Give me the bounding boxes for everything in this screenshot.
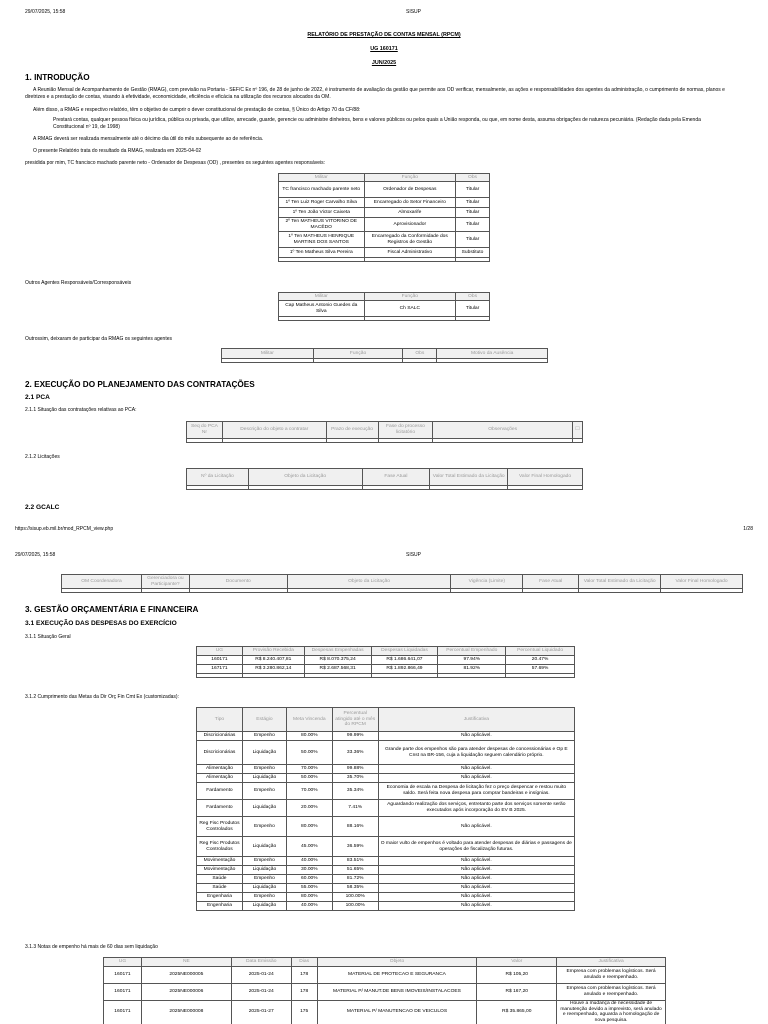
cell: Fardamento <box>197 800 243 817</box>
licitacoes-label: 2.1.2 Licitações <box>25 454 60 460</box>
cell: Saúde <box>197 884 243 893</box>
metas-table <box>196 707 575 911</box>
cell: Aprovisionador <box>364 218 456 232</box>
cell: Discricionárias <box>197 732 243 741</box>
absent-agents-table <box>221 348 548 363</box>
cell: Empenho <box>242 857 286 866</box>
cell: 35.34% <box>332 783 378 800</box>
table-row <box>279 198 490 208</box>
cell: Não aplicável. <box>378 902 574 911</box>
table-row-empty <box>197 674 575 678</box>
cell: Não aplicável. <box>378 866 574 875</box>
cell: 100.00% <box>332 902 378 911</box>
cell: 178 <box>291 984 317 1001</box>
cell: Titular <box>456 232 490 248</box>
page-number: 1/28 <box>743 526 753 532</box>
table-row <box>197 741 575 765</box>
cell: 80.00% <box>286 732 332 741</box>
notas-col-justificativa: Justificativa <box>557 958 666 967</box>
cell: 57.69% <box>506 665 575 674</box>
metas-col-percentual: Percentual atingido até o mês do RPCM <box>332 708 378 732</box>
gcalc-heading: 2.2 GCALC <box>25 504 60 511</box>
agents-col-funcao: Função <box>364 174 456 182</box>
pca-select-all-checkbox[interactable]: ☐ <box>572 422 582 439</box>
table-row <box>197 765 575 774</box>
cell: 51.65% <box>332 866 378 875</box>
metas-label: 3.1.2 Cumprimento das Metas da Dir Orç Fin Cmt Ex (customizadas): <box>25 694 179 700</box>
cell: Economia de escala na Despesa de licitação fez o preço despencar e restou muito saldo. Será feita nova despesa para comprar bandeiras e insígnias. <box>378 783 574 800</box>
cell: 40.00% <box>286 857 332 866</box>
table-row-empty <box>62 589 743 593</box>
cell: Engenharia <box>197 902 243 911</box>
cell: 81.72% <box>332 875 378 884</box>
cell: Liquidação <box>242 837 286 857</box>
cell: Não aplicável. <box>378 774 574 783</box>
notas-col-dias: Dias <box>291 958 317 967</box>
cell: R$ 167,20 <box>477 984 557 1001</box>
intro-paragraph-4: A RMAG deverá ser realizada mensalmente até o décimo dia útil do mês subsequente ao de referência. <box>33 136 264 142</box>
table-row <box>197 866 575 875</box>
cell: 99.99% <box>332 732 378 741</box>
sg-col-provisao: Provisão Recebida <box>242 647 304 656</box>
cell: 2º Ten MATHEUS VITORINO DE MACÊDO <box>279 218 365 232</box>
cell: Grande parte dos empenhos são para atender despesas de concessionárias e Op E Cnst na BR-156, cuja a liquidação seguem calendário próprio. <box>378 741 574 765</box>
gcalc-col-documento: Documento <box>189 575 287 589</box>
cell: 58.35% <box>332 884 378 893</box>
pca-col-observacoes: Observações <box>433 422 573 439</box>
table-row <box>197 817 575 837</box>
cell: Não aplicável. <box>378 875 574 884</box>
table-row <box>197 732 575 741</box>
table-row <box>197 800 575 817</box>
pca-col-seq: Seq do PCA Nr <box>187 422 223 439</box>
execucao-despesas-heading: 3.1 EXECUÇÃO DAS DESPESAS DO EXERCÍCIO <box>25 620 177 627</box>
cell: Empenho <box>242 783 286 800</box>
cell: Empenho <box>242 817 286 837</box>
gcalc-col-gerenciadora: Gerenciadora ou Participante? <box>141 575 189 589</box>
table-row <box>197 893 575 902</box>
cell: R$ 1.686.641,07 <box>371 656 438 665</box>
absent-col-obs: Obs <box>403 349 437 359</box>
intro-quote: Prestará contas, qualquer pessoa física ou jurídica, pública ou privada, que utilize, arrecade, guarde, gerencie ou administre dinheiros, bens e valores públicos ou pelos quais a União responda, ou que, em nome desta, assuma obrigações de natureza pecuniária. (Redação dada pela Emenda Constitucional nº 19, de 1998) <box>53 117 701 130</box>
cell: Engenharia <box>197 893 243 902</box>
page-url[interactable]: https://sisup.eb.mil.br/mod_RPCM_view.php <box>15 526 114 532</box>
cell: Liquidação <box>242 902 286 911</box>
section-execucao-heading: 2. EXECUÇÃO DO PLANEJAMENTO DAS CONTRATAÇÕES <box>25 380 255 389</box>
cell: Substituto <box>456 248 490 258</box>
situacao-geral-label: 3.1.1 Situação Geral <box>25 634 71 640</box>
cell: 70.00% <box>286 765 332 774</box>
cell: Não aplicável. <box>378 765 574 774</box>
cell: Movimentação <box>197 866 243 875</box>
cell: 35.70% <box>332 774 378 783</box>
cell: Liquidação <box>242 884 286 893</box>
notas-col-objeto: Objeto <box>317 958 477 967</box>
table-row <box>197 857 575 866</box>
licitacoes-table <box>186 468 583 490</box>
cell: 2025NE000006 <box>141 984 231 1001</box>
cell: MATERIAL DE PROTECAO E SEGURANCA <box>317 967 477 984</box>
metas-col-meta: Meta Vincenda <box>286 708 332 732</box>
notas-label: 3.1.3 Notas de empenho há mais de 60 dias sem liquidação <box>25 944 158 950</box>
section-gestao-heading: 3. GESTÃO ORÇAMENTÁRIA E FINANCEIRA <box>25 605 199 614</box>
cell: 80.00% <box>286 817 332 837</box>
table-row <box>104 984 666 1001</box>
cell: Não aplicável. <box>378 893 574 902</box>
table-row <box>197 774 575 783</box>
cell: 99.88% <box>332 765 378 774</box>
cell: 100.00% <box>332 893 378 902</box>
cell: Liquidação <box>242 800 286 817</box>
table-row <box>197 902 575 911</box>
gcalc-col-vigencia: Vigência (Limite) <box>451 575 523 589</box>
cell: 60.00% <box>286 875 332 884</box>
metas-col-estagio: Estágio <box>242 708 286 732</box>
cell: Cap Matheus Antonio Guedes da Silva <box>279 301 365 317</box>
cell: 2025-01-27 <box>231 1001 291 1024</box>
absent-agents-label: Outrossim, deixaram de participar da RMAG os seguintes agentes <box>25 336 173 342</box>
gcalc-col-objeto: Objeto da Licitação <box>287 575 451 589</box>
cell: R$ 8.240.407,81 <box>242 656 304 665</box>
other-col-obs: Obs <box>456 293 490 301</box>
cell: 97.94% <box>438 656 506 665</box>
table-row-empty <box>187 486 583 490</box>
cell: Aguardando realização dos serviços, entretanto parte dos serviços somente serão executados após incorporação do EV B 2025. <box>378 800 574 817</box>
cell: Almoxarife <box>364 208 456 218</box>
sg-col-perc-empenhado: Percentual Empenhado <box>438 647 506 656</box>
pca-table <box>186 421 583 443</box>
cell: Titular <box>456 218 490 232</box>
cell: 1º Ten MATHEUS HENRIQUE MARTINS DOS SANTOS <box>279 232 365 248</box>
cell: 33.36% <box>332 741 378 765</box>
gcalc-table <box>61 574 743 593</box>
metas-col-justificativa: Justificativa <box>378 708 574 732</box>
cell: Discricionárias <box>197 741 243 765</box>
cell: TC francisco machado parente neto <box>279 182 365 198</box>
cell: 1º Ten Matheus Silva Pereira <box>279 248 365 258</box>
cell: Ordenador de Despesas <box>364 182 456 198</box>
cell: Liquidação <box>242 741 286 765</box>
cell: R$ 1.892.866,49 <box>371 665 438 674</box>
gcalc-col-valor-final: Valor Final Homologado <box>661 575 743 589</box>
table-row-empty <box>222 359 548 363</box>
table-row <box>197 783 575 800</box>
print-app-name: SISUP <box>406 552 422 558</box>
print-datetime: 29/07/2025, 15:58 <box>15 552 56 558</box>
cell: 160171 <box>197 656 243 665</box>
other-agents-label: Outros Agentes Responsáveis/Corresponsáveis <box>25 280 132 286</box>
cell: Saúde <box>197 875 243 884</box>
pca-label: 2.1.1 Situação das contratações relativas ao PCA: <box>25 407 137 413</box>
table-row <box>197 875 575 884</box>
cell: 50.00% <box>286 741 332 765</box>
table-row-empty <box>279 258 490 262</box>
cell: Reg Fisc Produtos Controlados <box>197 837 243 857</box>
cell: MATERIAL P/ MANUT.DE BENS IMOVEIS/INSTALACOES <box>317 984 477 1001</box>
table-row <box>197 656 575 665</box>
table-row <box>197 837 575 857</box>
notas-col-valor: Valor <box>477 958 557 967</box>
agents-col-militar: Militar <box>279 174 365 182</box>
cell: 81.92% <box>438 665 506 674</box>
cell: Titular <box>456 301 490 317</box>
report-title: RELATÓRIO DE PRESTAÇÃO DE CONTAS MENSAL (RPCM) <box>307 32 461 38</box>
other-col-funcao: Função <box>364 293 456 301</box>
print-app-name: SISUP <box>406 9 422 15</box>
notas-table <box>103 957 666 1024</box>
cell: R$ 35.865,00 <box>477 1001 557 1024</box>
cell: 2025NE000008 <box>141 1001 231 1024</box>
cell: Empresa com problemas logísticos. Será anulado e reempenhado. <box>557 967 666 984</box>
notas-col-data: Data Emissão <box>231 958 291 967</box>
cell: R$ 3.280.862,14 <box>242 665 304 674</box>
table-row <box>279 218 490 232</box>
notas-col-ug: UG <box>104 958 142 967</box>
section-introducao-heading: 1. INTRODUÇÃO <box>25 73 90 82</box>
situacao-geral-table <box>196 646 575 678</box>
cell: Liquidação <box>242 774 286 783</box>
intro-paragraph-5: O presente Relatório trata do resultado da RMAG, realizada em 2025-04-02 <box>33 148 202 154</box>
cell: Alimentação <box>197 765 243 774</box>
absent-col-motivo: Motivo da Ausência <box>437 349 548 359</box>
cell: 20.00% <box>286 800 332 817</box>
table-row <box>104 1001 666 1024</box>
cell: 2025-01-24 <box>231 967 291 984</box>
cell: 36.59% <box>332 837 378 857</box>
cell: Empenho <box>242 875 286 884</box>
table-row <box>197 665 575 674</box>
table-row-empty <box>187 439 583 443</box>
cell: 45.00% <box>286 837 332 857</box>
pca-col-prazo: Prazo de execução <box>326 422 378 439</box>
agents-col-obs: Obs <box>456 174 490 182</box>
table-row <box>279 232 490 248</box>
pca-col-descricao: Descrição do objeto a contratar <box>222 422 326 439</box>
gcalc-col-valor-estimado: Valor Total Estimado da Licitação <box>579 575 661 589</box>
table-row <box>279 248 490 258</box>
cell: 7.41% <box>332 800 378 817</box>
cell: 160171 <box>104 1001 142 1024</box>
cell: 80.00% <box>286 893 332 902</box>
cell: 160171 <box>104 967 142 984</box>
lic-col-numero: Nº da Licitação <box>187 469 249 486</box>
cell: Ch SALC <box>364 301 456 317</box>
cell: MATERIAL P/ MANUTENCAO DE VEICULOS <box>317 1001 477 1024</box>
cell: Fardamento <box>197 783 243 800</box>
cell: 2025-01-24 <box>231 984 291 1001</box>
table-row <box>279 301 490 317</box>
cell: Não aplicável. <box>378 732 574 741</box>
cell: Titular <box>456 198 490 208</box>
absent-col-militar: Militar <box>222 349 314 359</box>
cell: Movimentação <box>197 857 243 866</box>
sg-col-empenhadas: Despesas Empenhadas <box>304 647 371 656</box>
cell: R$ 2.687.568,31 <box>304 665 371 674</box>
cell: Encarregado do Setor Financeiro <box>364 198 456 208</box>
cell: Encarregado da Conformidade dos Registros de Gestão <box>364 232 456 248</box>
cell: Empresa com problemas logísticos. Será anulado e reempenhado. <box>557 984 666 1001</box>
cell: O maior vulto de empenhos é voltado para atender despesas de diárias e passagens de operações de fiscalização futuras. <box>378 837 574 857</box>
cell: Empenho <box>242 732 286 741</box>
table-row <box>104 967 666 984</box>
intro-paragraph-1: A Reunião Mensal de Acompanhamento de Gestão (RMAG), com previsão na Portaria - SEF/C Ex nº 196, de 28 de junho de 2022, é instrumento de avaliação da gestão que permite aos OD verificar, mensalmente, as ações e responsabilidades dos agentes da administração, o cumprimento de normas, planos e diretrizes e a prestação de contas, visando à efetividade, economicidade, eficiência e eficácia na utilização dos recursos alocados da OM. <box>25 87 725 100</box>
print-datetime: 29/07/2025, 15:58 <box>25 9 66 15</box>
gcalc-col-om: OM Coordenadora <box>62 575 142 589</box>
cell: 2025NE000005 <box>141 967 231 984</box>
cell: Reg Fisc Produtos Controlados <box>197 817 243 837</box>
absent-col-funcao: Função <box>313 349 403 359</box>
sg-col-perc-liquidado: Percentual Liquidado <box>506 647 575 656</box>
report-period: JUN/2025 <box>371 60 397 66</box>
cell: 83.51% <box>332 857 378 866</box>
cell: 167171 <box>197 665 243 674</box>
gcalc-col-fase: Fase Atual <box>523 575 579 589</box>
pca-heading: 2.1 PCA <box>25 394 50 401</box>
cell: Não aplicável. <box>378 884 574 893</box>
cell: 175 <box>291 1001 317 1024</box>
sg-col-ug: UG <box>197 647 243 656</box>
lic-col-objeto: Objeto da Licitação <box>248 469 362 486</box>
pca-col-fase: Fase do processo licitatório <box>378 422 433 439</box>
cell: Liquidação <box>242 866 286 875</box>
report-ug: UG 160171 <box>370 46 398 52</box>
cell: 40.00% <box>286 902 332 911</box>
intro-paragraph-2: Além disso, a RMAG e respectivo relatório, têm o objetivo de cumprir o dever constitucional de prestação de contas, § Único do Artigo 70 da CF/88: <box>33 107 361 113</box>
cell: Não aplicável. <box>378 817 574 837</box>
cell: Empenho <box>242 893 286 902</box>
cell: 178 <box>291 967 317 984</box>
cell: Alimentação <box>197 774 243 783</box>
cell: 20.47% <box>506 656 575 665</box>
cell: 1º Ten João Victor Caixeta <box>279 208 365 218</box>
cell: 50.00% <box>286 774 332 783</box>
cell: R$ 8.070.375,24 <box>304 656 371 665</box>
cell: Titular <box>456 208 490 218</box>
table-row <box>279 208 490 218</box>
cell: 70.00% <box>286 783 332 800</box>
cell: Houve a mudança de necessidade de manutenção devido a imprevisto, será anulado e reempenhado, aguarda a homologação de nova pesquisa. <box>557 1001 666 1024</box>
lic-col-valor-estimado: Valor Total Estimado da Licitação <box>430 469 508 486</box>
cell: 30.00% <box>286 866 332 875</box>
cell: Titular <box>456 182 490 198</box>
sg-col-liquidadas: Despesas Liquidadas <box>371 647 438 656</box>
cell: 160171 <box>104 984 142 1001</box>
intro-paragraph-6: presidida por mim, TC francisco machado parente neto - Ordenador de Despesas (OD) , presentes os seguintes agentes responsáveis: <box>25 160 326 166</box>
lic-col-fase: Fase Atual <box>362 469 430 486</box>
notas-col-ne: NE <box>141 958 231 967</box>
table-row-empty <box>279 317 490 321</box>
cell: Não aplicável. <box>378 857 574 866</box>
metas-col-tipo: Tipo <box>197 708 243 732</box>
cell: 88.16% <box>332 817 378 837</box>
agents-table <box>278 173 490 262</box>
cell: Fiscal Administrativo <box>364 248 456 258</box>
table-row <box>197 884 575 893</box>
table-row <box>279 182 490 198</box>
cell: R$ 105,20 <box>477 967 557 984</box>
lic-col-valor-final: Valor Final Homologado <box>508 469 583 486</box>
other-agents-table <box>278 292 490 321</box>
other-col-militar: Militar <box>279 293 365 301</box>
cell: Empenho <box>242 765 286 774</box>
cell: 1º Ten Luiz Roger Carvalho Silva <box>279 198 365 208</box>
cell: 55.00% <box>286 884 332 893</box>
